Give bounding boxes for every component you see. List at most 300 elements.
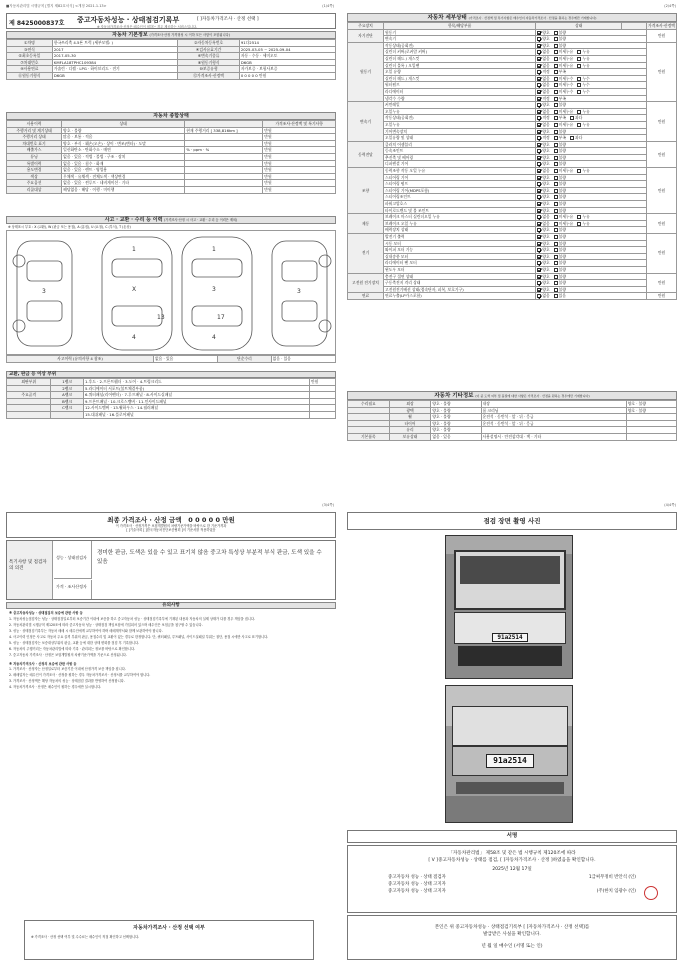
checkbox (537, 275, 541, 279)
sign-title: 서명 (347, 830, 677, 843)
device-group: 원동기 (348, 42, 384, 101)
item-name: 라디에이터 (384, 88, 536, 95)
column-header: 사용이력 (7, 121, 62, 128)
status-option: 있음 (554, 293, 566, 298)
parts-row (7, 405, 336, 412)
checkbox (537, 136, 541, 140)
checkbox (537, 70, 541, 74)
item-label: 차대번호 표기 (7, 140, 62, 147)
price-cell: 만원 (647, 273, 677, 293)
item-name: 추진축 및 베어링 (384, 154, 536, 161)
detail-row (348, 42, 677, 49)
checkbox (554, 136, 558, 140)
checkbox (537, 215, 541, 219)
status-option: 불량 (554, 188, 566, 193)
table-cell (626, 427, 676, 434)
checkbox (577, 222, 581, 226)
checkbox (554, 90, 558, 94)
item-label: 배출가스 (7, 147, 62, 154)
status-option: 양호 (537, 227, 549, 232)
checkbox (554, 215, 558, 219)
status-options: 일산화탄소 · 탄화수소 · 매연 (62, 147, 185, 154)
basic-info-row (7, 72, 336, 79)
table-cell: 휠 (389, 414, 431, 421)
checkbox (537, 195, 541, 199)
price-cell: 만원 (647, 234, 677, 274)
item-name: 클러치 어셈블리 (384, 141, 536, 148)
part-rank: 2랭크 (51, 385, 84, 392)
table-cell: 양호 · 불량 (431, 414, 481, 421)
receipt-date: 년 월 일 매수인 (서명 또는 인) (481, 944, 543, 949)
item-status (536, 42, 647, 49)
truck-rear-photo (445, 685, 573, 823)
detail-row (348, 115, 677, 122)
item-status (536, 187, 647, 194)
item-label: 주행거리 및 계기상태 (7, 127, 62, 134)
status-option: 부족 (554, 69, 566, 74)
status-detail (185, 186, 263, 193)
price-note-item: 2. 매매업자는 매수인이 가격조사 · 산정을 원하는 경우 자동차가격조사 · 산정서를 교부하여야 합니다. (9, 673, 151, 677)
item-label: 튜닝 (7, 153, 62, 160)
detail-row (348, 168, 677, 175)
item-name: 연료누출(LP가스포함) (384, 293, 536, 300)
overall-status-row (7, 186, 336, 193)
status-option: 불량 (554, 175, 566, 180)
status-option: 누수 (577, 89, 589, 94)
status-option: 불량 (554, 254, 566, 259)
status-option: 양호 (537, 36, 549, 41)
svg-text:17: 17 (217, 314, 225, 321)
table-cell: ④검사유효기간 (178, 46, 239, 53)
checkbox (554, 228, 558, 232)
item-name: 작동상태(공회전) (384, 115, 536, 122)
column-header: 상태 (536, 23, 622, 30)
status-option: 미세누유 (554, 56, 574, 61)
checkbox (554, 255, 558, 259)
status-option: 없음 (537, 293, 549, 298)
item-label: 주요옵션 (7, 180, 62, 187)
table-cell: 기본품목 (348, 433, 390, 440)
status-option: 누유 (577, 221, 589, 226)
detail-row (348, 286, 677, 293)
table-cell: 운전석 · 동반석 · 앞 · 뒤 · 응급 (481, 414, 626, 421)
table-cell: ⑩보증유형 (178, 66, 239, 73)
price-cell: 만원 (263, 160, 336, 167)
checkbox (554, 294, 558, 298)
item-label: 용도변경 (7, 167, 62, 174)
table-cell (626, 414, 676, 421)
overall-status-row (7, 173, 336, 180)
part-rank: 1랭크 (51, 379, 84, 386)
price-cell: 만원 (647, 168, 677, 214)
signer-row (388, 881, 636, 888)
status-option: 과다 (570, 115, 582, 120)
photo-title: 점검 장면 촬영 사진 (347, 512, 677, 530)
page-number: (2/4쪽) (664, 4, 676, 8)
detail-row (348, 234, 677, 241)
status-option: 누유 (577, 63, 589, 68)
price-cell: 만원 (263, 153, 336, 160)
item-name: 윈도우 모터 (384, 266, 536, 273)
item-name: 작동상태(공회전) (384, 42, 536, 49)
detail-header-row (348, 23, 677, 30)
basic-info-row (7, 53, 336, 60)
table-cell: 없음 · 있음 (154, 356, 218, 363)
table-cell (626, 433, 676, 440)
checkbox (554, 57, 558, 61)
item-status (536, 141, 647, 148)
item-status (536, 240, 647, 247)
checkbox (537, 176, 541, 180)
table-cell: 한국쓰리축 4.5톤 트럭 (세부모델: ) (52, 40, 178, 47)
status-option: 양호 (537, 175, 549, 180)
status-detail (185, 140, 263, 147)
status-detail: % · ppm · % (185, 147, 263, 154)
checkbox (537, 281, 541, 285)
checkbox (537, 123, 541, 127)
checkbox (554, 235, 558, 239)
table-cell: 양호 · 불량 (431, 401, 481, 408)
item-status (536, 55, 647, 62)
device-group: 고전원 전기장치 (348, 273, 384, 293)
accident-legend: ※ 상태표시 부호 : X (교환), W (판금 또는 용접), A (흠집), U (요철), C (부식), T (손상) (8, 225, 131, 229)
status-option: 불량 (554, 36, 566, 41)
status-option: 미세누유 (554, 122, 574, 127)
item-status (536, 266, 647, 273)
detail-row (348, 135, 677, 142)
item-status (536, 280, 647, 287)
receipt-statement-2: 발급받은 사실을 확인합니다. (483, 932, 541, 937)
signer-role: 중고자동차 성능 · 상태 점검자 (388, 875, 446, 880)
basic-info-row (7, 66, 336, 73)
overall-status-section (6, 112, 336, 194)
table-cell: 수리필요 (348, 401, 390, 408)
checkbox (537, 189, 541, 193)
table-cell: ②자동차등록번호 (178, 40, 239, 47)
page-number: (4/4쪽) (664, 503, 676, 507)
item-name: 파워고압호스 (384, 201, 536, 208)
part-rank: C랭크 (51, 405, 84, 412)
status-option: 미세누유 (554, 109, 574, 114)
truck-bumper (458, 646, 562, 666)
car-diagram-svg (7, 231, 337, 356)
other-info-row (348, 420, 677, 427)
checkbox (554, 110, 558, 114)
checkbox (537, 156, 541, 160)
detail-row (348, 161, 677, 168)
checkbox (554, 209, 558, 213)
detail-row (348, 181, 677, 188)
status-option: 과다 (570, 135, 582, 140)
other-info-row (348, 427, 677, 434)
item-name: 스티어링조인트 (384, 194, 536, 201)
price-notes-list (6, 667, 336, 689)
detail-row (348, 240, 677, 247)
status-detail (185, 167, 263, 174)
checkbox (554, 149, 558, 153)
price-note-item: 4. 자동차가격조사 · 산정은 매수인이 원하는 경우에만 실시합니다. (9, 685, 102, 689)
price-cell: 만원 (647, 214, 677, 234)
status-option: 양호 (537, 43, 549, 48)
checkbox (554, 31, 558, 35)
note-item: 2. 자동차관리법 시행규칙 제120조에 따라 중고자동차 성능 · 상태점검 책임보험에 가입되어 있으며 매수인은 보험금을 청구할 수 있습니다. (9, 623, 203, 627)
item-name: 동력조향 작동 오일 누유 (384, 168, 536, 175)
table-cell (626, 420, 676, 427)
table-cell: 양호 · 불량 (626, 401, 676, 408)
part-rank (51, 411, 84, 418)
item-name: 와이퍼 모터 기능 (384, 247, 536, 254)
accident-title: 사고 · 교환 · 수리 등 이력 (가격조사·산정 시 사고 · 교환 · 수리 등 이력은 제외) (6, 216, 336, 224)
price-cell (310, 411, 336, 418)
checkbox (554, 143, 558, 147)
status-options: 없음 · 있음 · 침수 · 화재 (62, 160, 185, 167)
price-cell (310, 405, 336, 412)
detail-row (348, 280, 677, 287)
item-name: 스티어링 펌프 (384, 181, 536, 188)
overall-status-row (7, 140, 336, 147)
status-option: 적정 (537, 69, 549, 74)
status-option: 양호 (537, 161, 549, 166)
fee-title: 자동차가격조사 · 산정 선택 여부 (133, 925, 205, 931)
column-header (185, 121, 263, 128)
price-cell (310, 385, 336, 392)
checkbox (554, 169, 558, 173)
checkbox (537, 235, 541, 239)
parts-row (7, 392, 336, 399)
title-box (6, 13, 336, 29)
detail-row (348, 194, 677, 201)
checkbox (554, 275, 558, 279)
status-option: 양호 (537, 188, 549, 193)
detail-row (348, 293, 677, 300)
checkbox (554, 70, 558, 74)
item-name: 디퍼렌셜 기어 (384, 161, 536, 168)
checkbox (554, 50, 558, 54)
checkbox (577, 90, 581, 94)
checkbox (537, 116, 541, 120)
table-cell: D6GB (52, 72, 178, 79)
item-name: 실린더 헤드 / 개스킷 (384, 75, 536, 82)
detail-row (348, 174, 677, 181)
price-appraiser-label: 가격 · 조사산정자 (54, 580, 92, 599)
overall-status-title: 자동차 종합상태 (6, 112, 336, 120)
status-option: 없음 (537, 76, 549, 81)
svg-text:3: 3 (212, 286, 216, 293)
checkbox (537, 294, 541, 298)
status-option: 양호 (537, 129, 549, 134)
checkbox (554, 242, 558, 246)
price-cell: 만원 (647, 42, 677, 101)
status-option: 양호 (537, 241, 549, 246)
part-group (7, 385, 51, 392)
status-option: 양호 (537, 260, 549, 265)
other-info-row (348, 414, 677, 421)
checkbox (554, 116, 558, 120)
part-list: 15.대쉬패널 · 16.플로어패널 (83, 411, 309, 418)
parts-row (7, 411, 336, 418)
status-detail (185, 153, 263, 160)
item-name: 충전구 절연 상태 (384, 273, 536, 280)
status-options: 무채색 · 유채색 · 전체도색 · 색상변경 (62, 173, 185, 180)
price-cell: 만원 (310, 379, 336, 386)
checkbox (577, 123, 581, 127)
status-option: 불량 (554, 194, 566, 199)
status-option: 적정 (537, 115, 549, 120)
status-option: 불량 (554, 208, 566, 213)
basic-info-row (7, 40, 336, 47)
other-info-row (348, 401, 677, 408)
status-options: 양호 · 불량 (62, 127, 185, 134)
page-number: (1/4쪽) (322, 4, 334, 8)
other-info-title: 자동차 기타정보 (이 중 도색 여부 및 품질에 대한 사항은 가격조사 · 산정을 원하는 경우에만 기재합니다) (347, 391, 677, 400)
checkbox (537, 130, 541, 134)
detail-row (348, 75, 677, 82)
part-group (7, 405, 51, 412)
price-cell (310, 398, 336, 405)
status-option: 적정 (537, 96, 549, 101)
table-cell: 가솔린 · 디젤 · LPG · 하이브리드 · 전기 (52, 66, 178, 73)
checkbox (537, 143, 541, 147)
detail-section (347, 13, 677, 300)
column-header: 상태 (62, 121, 185, 128)
item-name: 구동축전지 격리 상태 (384, 280, 536, 287)
item-label: 특별이력 (7, 160, 62, 167)
price-note-item: 1. 가격조사 · 산정자는 산정일로부터 보증기간 이내에 산정가격 보증 책임을 집니다. (9, 667, 126, 671)
table-cell: 내장 (481, 401, 626, 408)
item-name: 타이로드엔드 및 볼 조인트 (384, 207, 536, 214)
item-status (536, 135, 647, 142)
checkbox (537, 31, 541, 35)
table-cell: 0 0 0 0 0 만원 (239, 72, 335, 79)
detail-row (348, 36, 677, 43)
parts-row (7, 379, 336, 386)
status-options: 양호 · 부식 · 훼손(오손) · 상이 · 변조(변타) · 도말 (62, 140, 185, 147)
column-header: 주요장치 (348, 23, 384, 30)
price-cell (310, 392, 336, 399)
checkbox (537, 97, 541, 101)
price-cell: 만원 (647, 102, 677, 142)
overall-status-row (7, 134, 336, 141)
item-label: 색상 (7, 173, 62, 180)
item-status (536, 253, 647, 260)
item-name: 실린더 블록 / 오일팬 (384, 62, 536, 69)
table-cell (348, 414, 390, 421)
title-note: ※ 자동차가격조사·산정은 매수인이 원하는 경우 제공하는 서비스입니다. (97, 25, 198, 29)
checkbox (537, 57, 541, 61)
page-header (4, 502, 338, 510)
table-cell (348, 420, 390, 427)
detail-row (348, 69, 677, 76)
item-status (536, 154, 647, 161)
checkbox (554, 44, 558, 48)
status-option: 양호 (537, 247, 549, 252)
item-name: 라디에이터 팬 모터 (384, 260, 536, 267)
checkbox (554, 130, 558, 134)
svg-text:1: 1 (212, 246, 216, 253)
item-name: 발전기 출력 (384, 234, 536, 241)
status-option: 양호 (537, 142, 549, 147)
table-cell: ①차명 (7, 40, 53, 47)
title-options: [ ]자동차가격조사 · 산정 선택 ] (197, 17, 259, 22)
checkbox (554, 162, 558, 166)
checkbox (537, 169, 541, 173)
status-option: 누유 (577, 109, 589, 114)
item-status (536, 201, 647, 208)
price-cell: 만원 (647, 29, 677, 42)
status-option: 양호 (537, 208, 549, 213)
form-title: 중고자동차성능 · 상태점검기록부 (77, 16, 180, 24)
table-cell: ③연식 (7, 46, 53, 53)
signer-role: 중고자동차 성능 · 상태 고지자 (388, 882, 446, 887)
overall-status-table (6, 120, 336, 194)
item-status (536, 227, 647, 234)
checkbox (554, 189, 558, 193)
item-status (536, 36, 647, 43)
checkbox (537, 37, 541, 41)
item-status (536, 247, 647, 254)
status-option: 미세누수 (554, 89, 574, 94)
status-option: 양호 (537, 30, 549, 35)
part-list: 1.후드 · 2.프론트휀더 · 3.도어 · 4.트렁크리드 (83, 379, 309, 386)
truck-windshield (460, 556, 560, 584)
status-option: 미세누유 (554, 49, 574, 54)
status-option: 없음 (537, 214, 549, 219)
item-name: 오일유량 및 상태 (384, 135, 536, 142)
status-option: 없음 (537, 49, 549, 54)
status-option: 없음 (537, 168, 549, 173)
detail-row (348, 220, 677, 227)
car-top-view (102, 237, 252, 350)
note-item: 5. 성능 · 상태점검자는 보증대상부위의 판금, 교환 등에 대한 상태 변화를 점검 후 기록합니다. (9, 641, 140, 645)
accident-section (6, 216, 336, 363)
status-option: 불량 (554, 181, 566, 186)
status-option: 없음 (537, 109, 549, 114)
checkbox (537, 77, 541, 81)
detail-table (347, 22, 677, 300)
signer-name: (주)한치 임광수 (인) (596, 889, 636, 894)
item-status (536, 69, 647, 76)
status-option: 미세누유 (554, 63, 574, 68)
accident-table (6, 355, 336, 363)
note-item: 7. 중고자동차 가격조사 · 산정은 보험개발원의 차량기준가액을 기준으로 산정됩니다. (9, 653, 127, 657)
detail-row (348, 266, 677, 273)
detail-row (348, 108, 677, 115)
inspector-label: 성능 · 상태점검자 (54, 541, 92, 579)
note-item: 4. 사고이력 인정은 사고로 자동차 주요 골격 부위의 판금, 용접수리 및 교환이 있는 경우로 한정합니다. 단, 쿼터패널, 루프패널, 사이드실패널 부위는 절단, 용접 시에만 사고로 표기합니다. (9, 635, 269, 639)
part-rank: B랭크 (51, 398, 84, 405)
page-4 (345, 502, 680, 965)
checkbox (554, 37, 558, 41)
checkbox (537, 50, 541, 54)
table-cell (481, 427, 626, 434)
part-group (7, 398, 51, 405)
item-name: 냉각수 수량 (384, 95, 536, 102)
device-group: 조향 (348, 168, 384, 214)
checkbox (537, 248, 541, 252)
basic-info-table (6, 39, 336, 80)
table-cell: 없음 · 있음 (431, 433, 481, 440)
status-option: 없음 (537, 56, 549, 61)
final-price-note: 이 가격조사 · 산정가격은 보험개발원의 차량기준가액을 바탕으로 한 기준가격과 (115, 524, 227, 528)
item-name: 오일누유 (384, 121, 536, 128)
status-option: 누유 (577, 56, 589, 61)
status-option: 불량 (554, 102, 566, 107)
table-cell: 유리 (389, 427, 431, 434)
parts-table (6, 378, 336, 419)
detail-row (348, 214, 677, 221)
item-name: 브레이크 마스터 실린더오일 누유 (384, 214, 536, 221)
other-info-row (348, 433, 677, 440)
